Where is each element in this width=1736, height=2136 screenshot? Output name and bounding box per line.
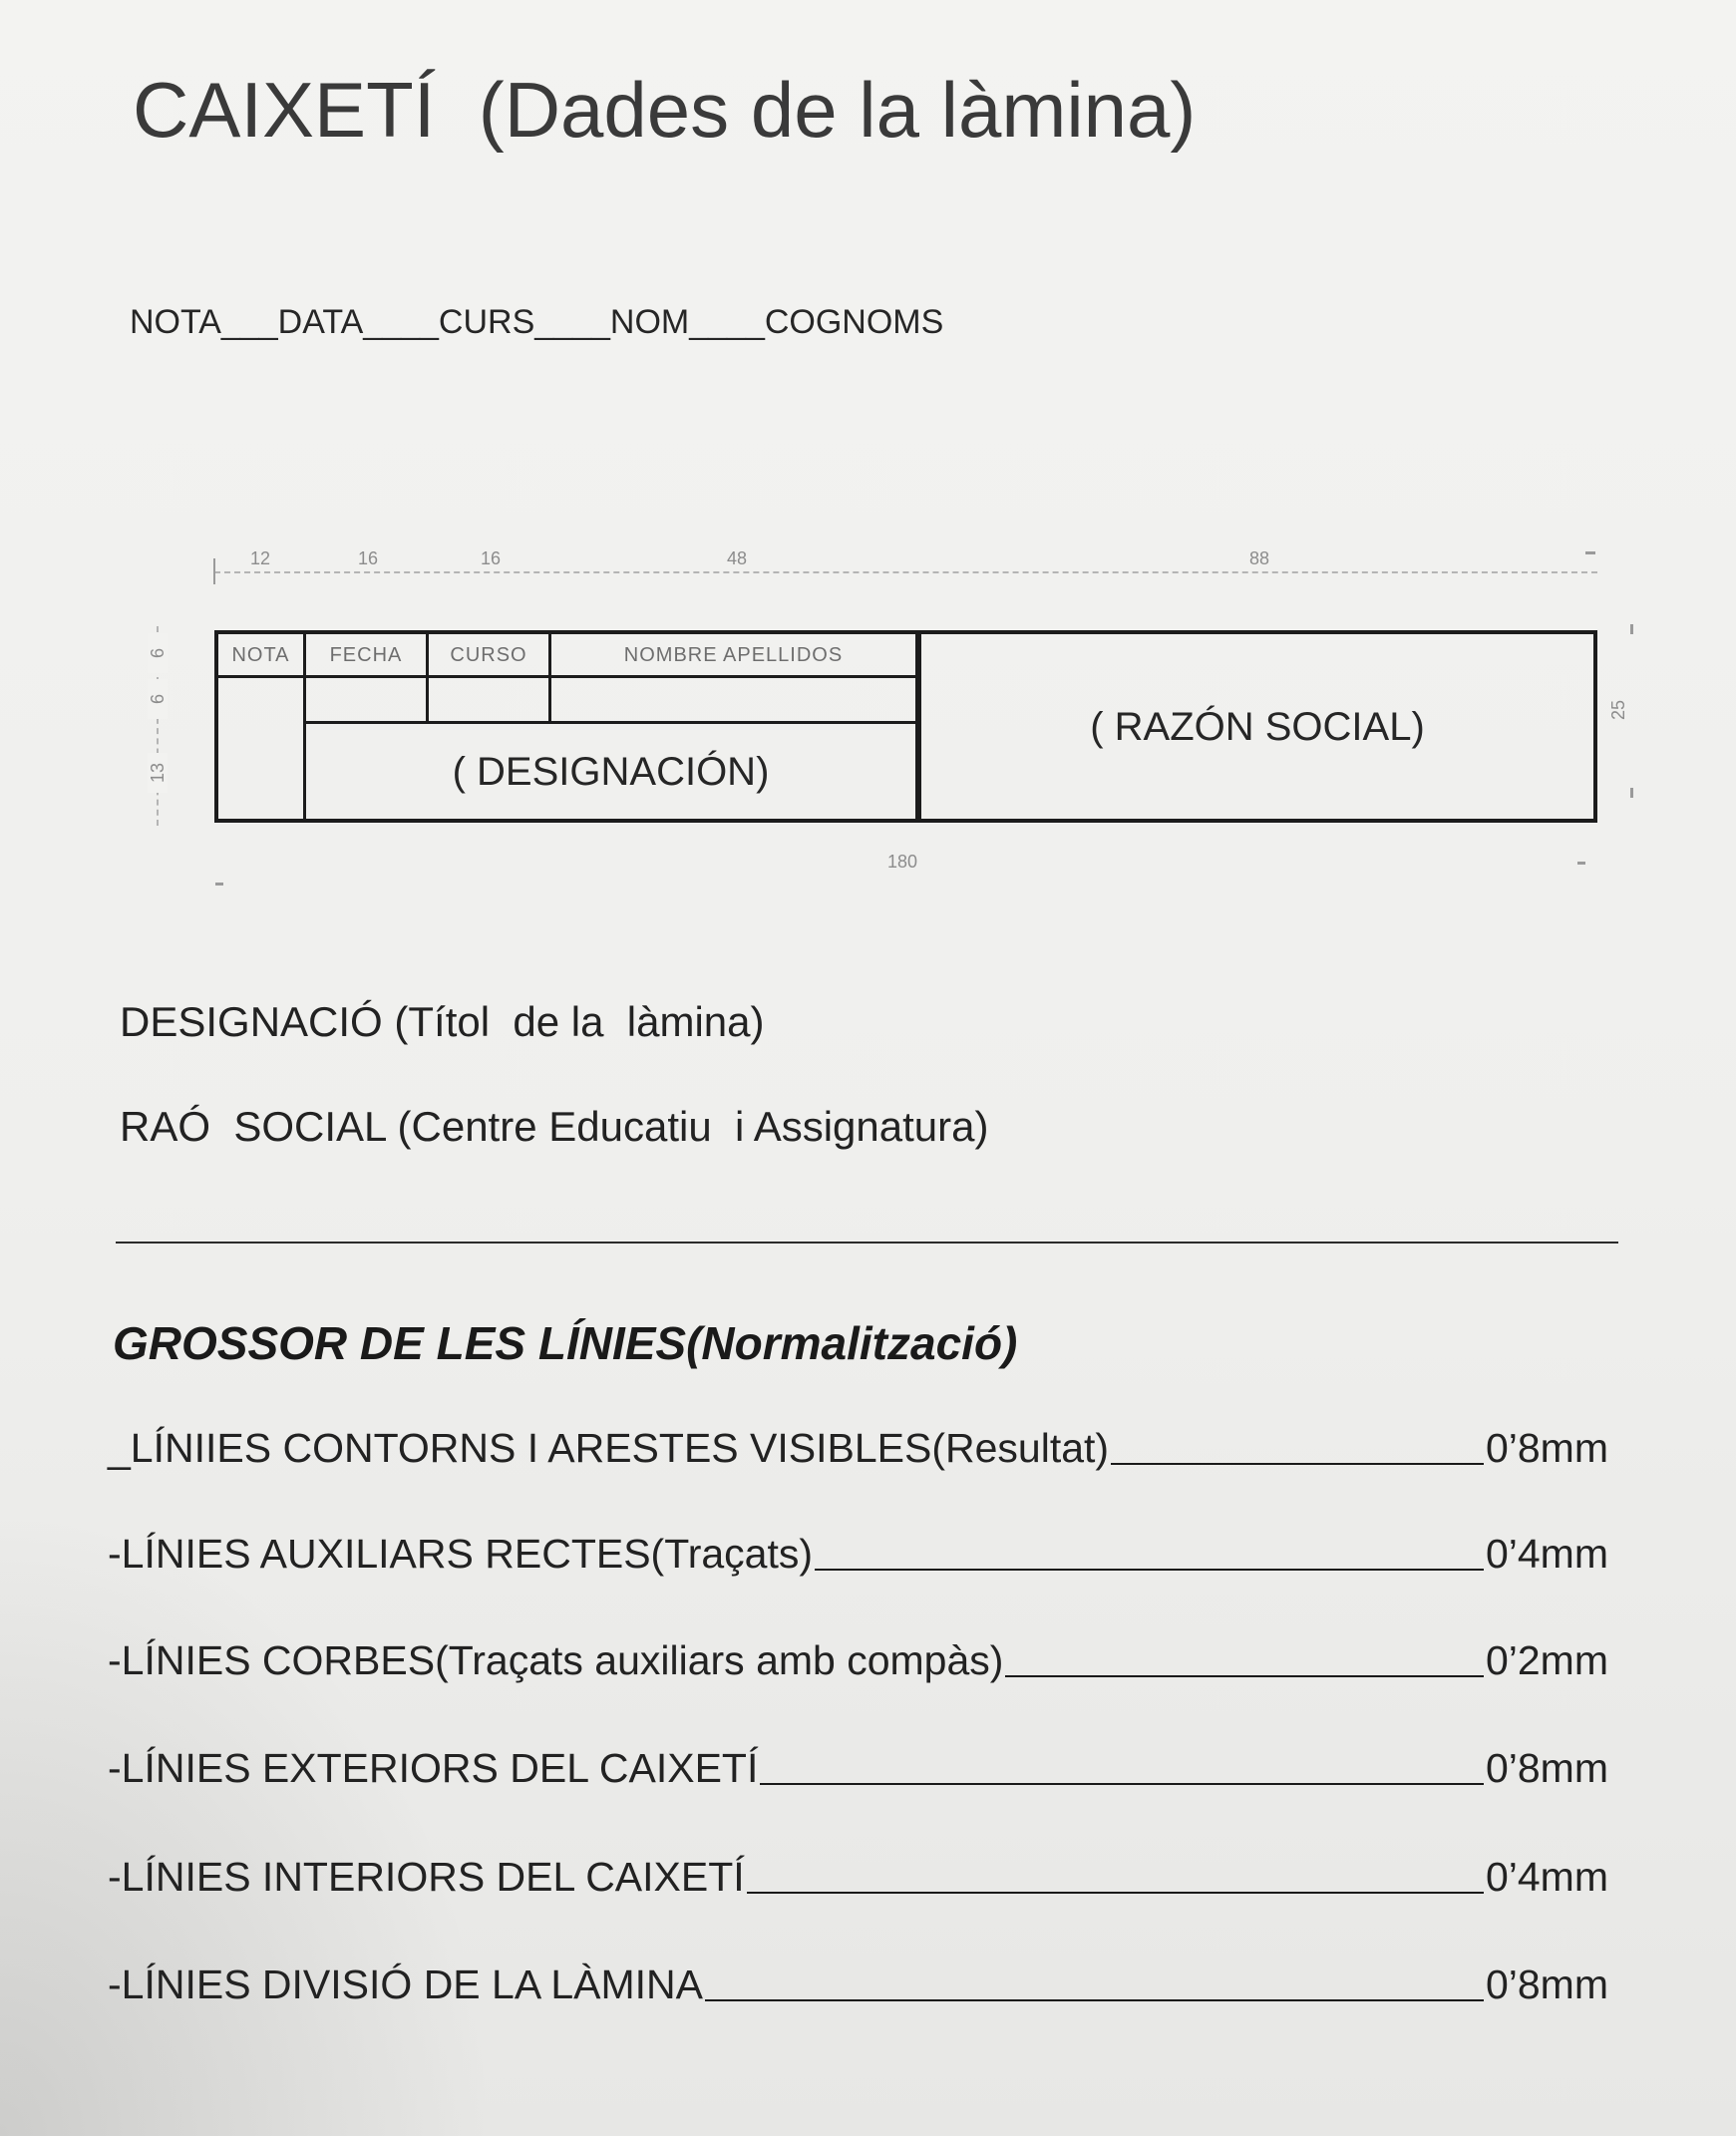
dimension-label: 88 [1248,548,1270,568]
line-weight-value: 0’8mm [1485,1425,1608,1471]
line-weights-heading: GROSSOR DE LES LÍNIES(Normalització) [113,1317,1018,1369]
header-nombre-apellidos: NOMBRE APELLIDOS [623,643,844,666]
cell-nombre-value [551,678,915,724]
line-weight-label: -LÍNIES AUXILIARS RECTES(Traçats) [108,1531,814,1577]
dimension-label: 25 [1608,699,1628,721]
line-weight-value: 0’4mm [1485,1854,1608,1900]
dimension-label: 13 [148,753,168,793]
line-weight-row [108,1854,1608,1900]
cell-curso-value [429,678,551,724]
line-weight-leader [705,1999,1484,2001]
cell-nota-value [218,678,306,819]
cartouche-left-block [218,634,921,819]
cartouche [214,630,1597,823]
cartouche-razon-social [921,634,1593,819]
cell-fecha-header [306,634,429,678]
line-weight-label: -LÍNIES EXTERIORS DEL CAIXETÍ [108,1745,759,1791]
section-divider [116,1242,1618,1244]
dimension-line-top [214,571,1597,573]
line-weight-row [108,1425,1608,1471]
definition-designacio: DESIGNACIÓ (Títol de la làmina) [120,998,765,1045]
line-weight-leader [760,1783,1484,1785]
line-weight-value: 0’8mm [1485,1961,1608,2007]
line-weight-row [108,1745,1608,1791]
dimension-tick [215,883,223,886]
line-weight-leader [815,1569,1484,1571]
definition-rao-social: RAÓ SOCIAL (Centre Educatiu i Assignatura) [120,1103,989,1150]
dimension-tick [1630,624,1633,634]
dimension-tick [1577,862,1585,865]
dimension-tick [213,558,215,584]
line-weight-value: 0’8mm [1485,1745,1608,1791]
dimension-label: 12 [249,548,271,568]
line-weight-leader [1005,1675,1484,1677]
cell-curso-header [429,634,551,678]
line-weight-leader [1111,1463,1484,1465]
dimension-tick [1630,788,1633,798]
dimension-label: 16 [480,548,502,568]
dimension-label: 48 [726,548,748,568]
line-weight-label: -LÍNIES DIVISIÓ DE LA LÀMINA [108,1961,703,2007]
line-weight-value: 0’4mm [1485,1531,1608,1577]
cell-nota-header [218,634,306,678]
header-nota: NOTA [231,643,290,666]
line-weight-row [108,1531,1608,1577]
dimension-tick [1585,551,1595,554]
dimension-label: 6 [148,679,168,719]
header-fecha: FECHA [329,643,403,666]
line-weight-label: _LÍNIIES CONTORNS I ARESTES VISIBLES(Resultat) [108,1425,1110,1471]
line-weight-row [108,1637,1608,1683]
cell-designacion [306,724,915,819]
line-weight-value: 0’2mm [1485,1637,1608,1683]
line-weight-leader [747,1892,1484,1894]
line-weight-label: -LÍNIES CORBES(Traçats auxiliars amb compàs) [108,1637,1004,1683]
fields-line: NOTA___DATA____CURS____NOM____COGNOMS [130,303,944,341]
page-title: CAIXETÍ (Dades de la làmina) [133,66,1197,154]
dimension-label: 16 [357,548,379,568]
header-curso: CURSO [450,643,527,666]
line-weight-row [108,1961,1608,2007]
dimension-label: 180 [886,852,918,872]
cell-fecha-value [306,678,429,724]
dimension-label: 6 [148,633,168,673]
designacion-label: ( DESIGNACIÓN) [452,749,770,794]
cell-nombre-header [551,634,915,678]
line-weight-label: -LÍNIES INTERIORS DEL CAIXETÍ [108,1854,745,1900]
razon-social-label: ( RAZÓN SOCIAL) [1090,704,1425,749]
